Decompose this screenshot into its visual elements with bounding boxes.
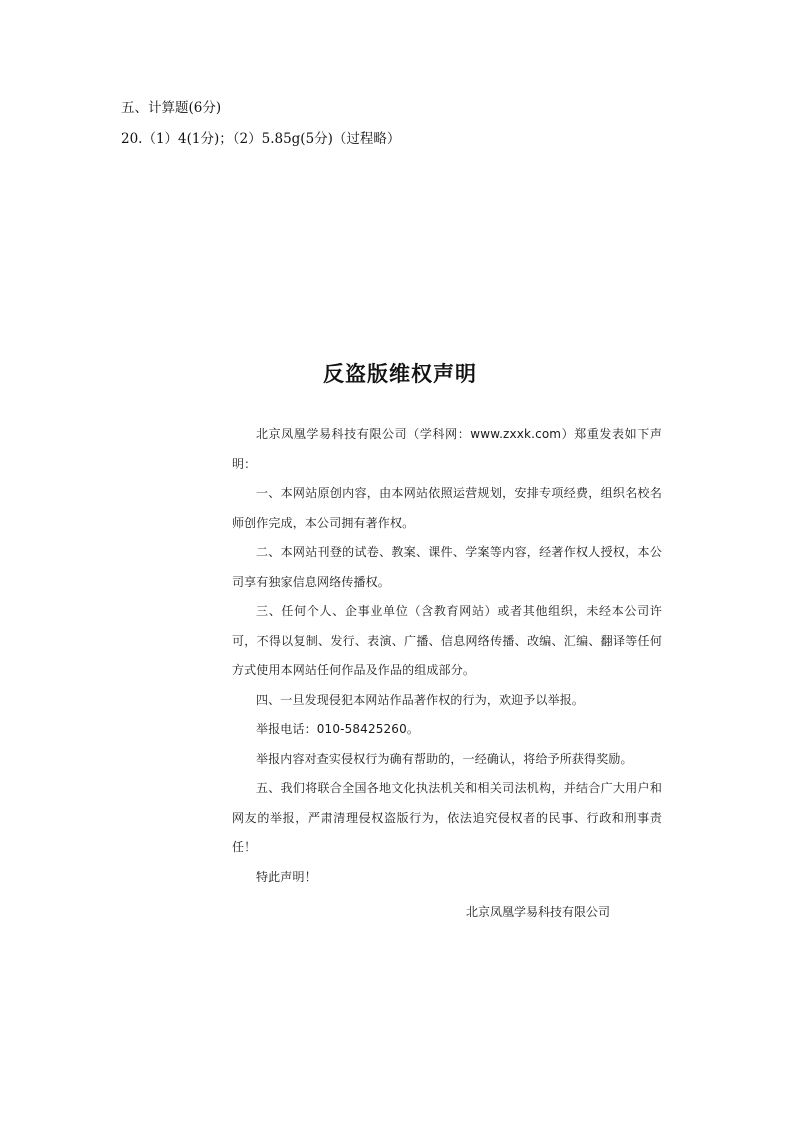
answer-line-20: 20.（1）4(1分)；（2）5.85g(5分)（过程略） [121,131,401,147]
statement-paragraph-2: 二、本网站刊登的试卷、教案、课件、学案等内容，经著作权人授权，本公司享有独家信息网络传播权。 [232,545,662,589]
statement-intro: 北京凤凰学易科技有限公司（学科网：www.zxxk.com）郑重发表如下声明： [232,427,662,471]
statement-paragraph-5: 五、我们将联合全国各地文化执法机关和相关司法机构，并结合广大用户和网友的举报，严肃清理侵权盗版行为，依法追究侵权者的民事、行政和刑事责任！ [232,781,662,854]
section-heading: 五、计算题(6分) [121,100,222,116]
statement-paragraph-3: 三、任何个人、企事业单位（含教育网站）或者其他组织，未经本公司许可，不得以复制、发行、表演、广播、信息网络传播、改编、汇编、翻译等任何方式使用本网站任何作品及作品的组成部分。 [232,604,662,677]
statement-title: 反盗版维权声明 [323,362,477,386]
company-signature: 北京凤凰学易科技有限公司 [466,905,611,919]
statement-body [232,420,662,892]
report-phone: 举报电话：010-58425260。 [256,722,420,736]
report-reward: 举报内容对查实侵权行为确有帮助的，一经确认，将给予所获得奖励。 [256,751,633,766]
statement-paragraph-1: 一、本网站原创内容，由本网站依照运营规划，安排专项经费，组织名校名师创作完成，本公司拥有著作权。 [232,486,662,530]
statement-closing: 特此声明！ [256,869,317,884]
statement-paragraph-4: 四、一旦发现侵犯本网站作品著作权的行为，欢迎予以举报。 [256,692,585,707]
